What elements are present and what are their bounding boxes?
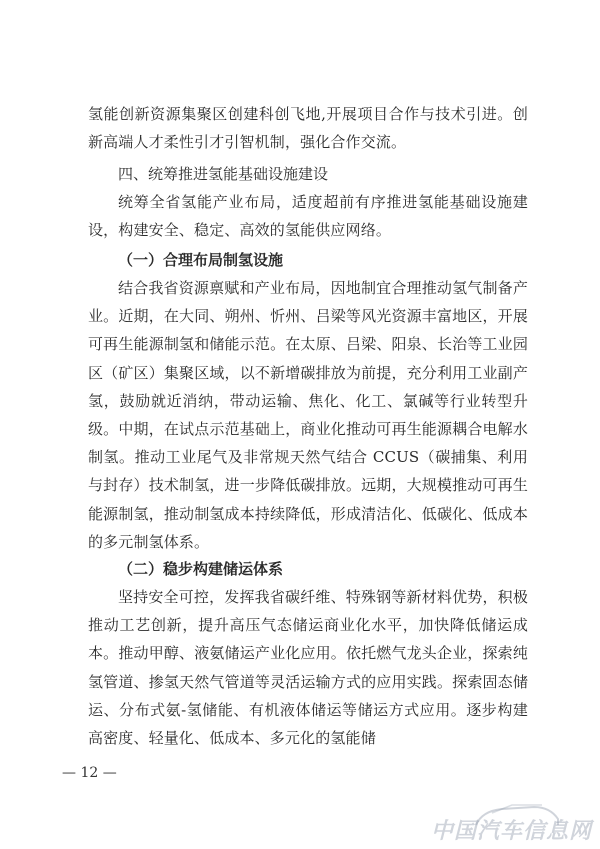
watermark-text: 中国汽车信息网 [430,819,592,844]
paragraph-storage-transport: 坚持安全可控，发挥我省碳纤维、特殊钢等新材料优势，积极推动工艺创新，提升高压气态储运商业化水平，加快降低储运成本。推动甲醇、液氨储运产业化应用。依托燃气龙头企业，探索纯氢管道、掺氢天然气管道等灵活运输方式的应用实践。探索固态储运、分布式氨-氢储能、有机液体储运等储运方式应用。逐步构建高密度、轻量化、低成本、多元化的氢能储 [88,588,528,748]
section-heading-4: 四、统筹推进氢能基础设施建设 [118,165,329,183]
subsection-heading-2: （二）稳步构建储运体系 [118,560,284,578]
site-watermark [412,805,592,845]
page-number: — 12 — [62,765,117,781]
paragraph-section-4-intro: 统筹全省氢能产业布局，适度超前有序推进氢能基础设施建设，构建安全、稳定、高效的氢能供应网络。 [88,193,528,240]
paragraph-hydrogen-production: 结合我省资源禀赋和产业布局，因地制宜合理推动氢气制备产业。近期，在大同、朔州、忻州、吕梁等风光资源丰富地区，开展可再生能源制氢和储能示范。在太原、吕梁、阳泉、长治等工业园区（矿区）集聚区域，以不新增碳排放为前提，充分利用工业副产氢，鼓励就近消纳，带动运输、焦化、化工、氯碱等行业转型升级。中期，在试点示范基础上，商业化推动可再生能源耦合电解水制氢。推动工业尾气及非常规天然气结合 CCUS（碳捕集、利用与封存）技术制氢，进一步降低碳排放。远期，大规模推动可再生能源制氢，推动制氢成本持续降低，形成清洁化、低碳化、低成本的多元制氢体系。 [88,279,528,551]
subsection-heading-1: （一）合理布局制氢设施 [118,251,284,269]
paragraph-continuation: 氢能创新资源集聚区创建科创飞地,开展项目合作与技术引进。创新高端人才柔性引才引智机制，强化合作交流。 [88,105,528,152]
